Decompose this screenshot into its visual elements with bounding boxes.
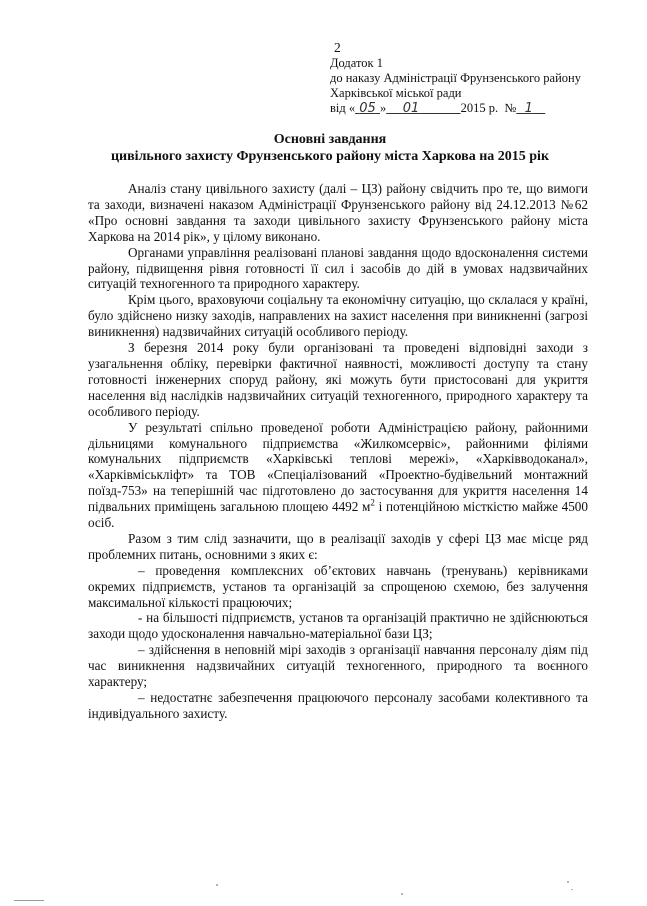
date-month: 01 <box>402 101 420 116</box>
annex-title: Додаток 1 <box>330 56 383 70</box>
paragraph-analysis: Аналіз стану цивільного захисту (далі – ЦЗ) району свідчить про те, що вимоги та заходи, визначені наказом Адміністрації Фрунзенського району від 24.12.2013 №62 «Про основні завдання та заходи цивільного захисту Фрунзенського району міста Харкова на 2014 рік», у цілому виконано. <box>88 181 588 244</box>
paragraph-problems: Разом з тим слід зазначити, що в реалізації заходів у сфері ЦЗ має місце ряд проблемних питань, основними з яких є: <box>88 530 588 562</box>
document-subtitle: цивільного захисту Фрунзенського району міста Харкова на 2015 рік <box>110 149 550 164</box>
number-value: 1 <box>524 101 533 116</box>
scan-speck <box>14 900 44 901</box>
date-mid: » <box>379 101 387 115</box>
paragraph-march-2014: З березня 2014 року були організовані та проведені відповідні заходи з узагальнення обліку, перевірки фактичної наявності, можливості доступу та стану готовності інженерних споруд району, які можуть бути пристосовані для укриття населення від наслідків надзвичайних ситуацій техногенного, природного характеру та особливого періоду. <box>88 340 588 419</box>
list-item: – проведення комплексних об’єктових навчань (тренувань) керівниками окремих підприємств, установ та організацій за спрощеною схемою, без залучення максимальної кількості працюючих; <box>88 562 588 610</box>
list-item: – здійснення в неповній мірі заходів з організації навчання персоналу діям під час виникнення надзвичайних ситуацій техногенного, природного та воєнного характеру; <box>88 642 588 690</box>
list-item: - на більшості підприємств, установ та організацій практично не здійснюються заходи щодо удосконалення навчально-матеріальної бази ЦЗ; <box>88 610 588 642</box>
page-number: 2 <box>334 40 341 55</box>
paragraph-control-bodies: Органами управління реалізовані планові завдання щодо вдосконалення системи району, підвищення рівня готовності її сил і засобів до дій в умовах надзвичайних ситуацій техногенного та природного характеру. <box>88 244 588 292</box>
paragraph-situation: Крім цього, враховуючи соціальну та економічну ситуацію, що склалася у країні, було здійснено низку заходів, направлених на захист населення при виникненні (загрозі виникнення) надзвичайних ситуацій особливого періоду. <box>88 292 588 340</box>
scan-speck <box>216 884 218 886</box>
list-item: – недостатнє забезпечення працюючого персоналу засобами колективного та індивідуального захисту. <box>88 690 588 721</box>
number-label: № <box>504 101 517 115</box>
date-year: 2015 р. <box>460 101 499 115</box>
annex-date-line <box>330 101 581 116</box>
scan-speck <box>401 893 403 895</box>
annex-line-council: Харківської міської ради <box>330 86 462 100</box>
date-prefix: від « <box>330 101 356 115</box>
date-day: 05 <box>359 101 376 116</box>
scan-speck <box>571 889 573 890</box>
annex-block <box>330 56 581 116</box>
scan-speck <box>567 881 569 883</box>
annex-line-order: до наказу Адміністрації Фрунзенського району <box>330 71 581 85</box>
paragraph-results: У результаті спільно проведеної роботи Адміністрацією району, районними дільницями комунального підприємства «Жилкомсервіс», районними філіями комунальних підприємств «Харківські теплові мережі», «Харківводоканал», «Харківміськліфт» та ТОВ «Спеціалізований «Проектно-будівельний монтажний поїзд-753» на теперішній час підготовлено до застосування для укриття населення 14 підвальних приміщень загальною площею 4492 $м^2$ і потенційною місткістю майже 4500 осіб. <box>88 419 588 531</box>
document-body <box>88 181 588 722</box>
document-title: Основні завдання <box>273 132 387 147</box>
superscript-2: 2 <box>370 497 375 508</box>
